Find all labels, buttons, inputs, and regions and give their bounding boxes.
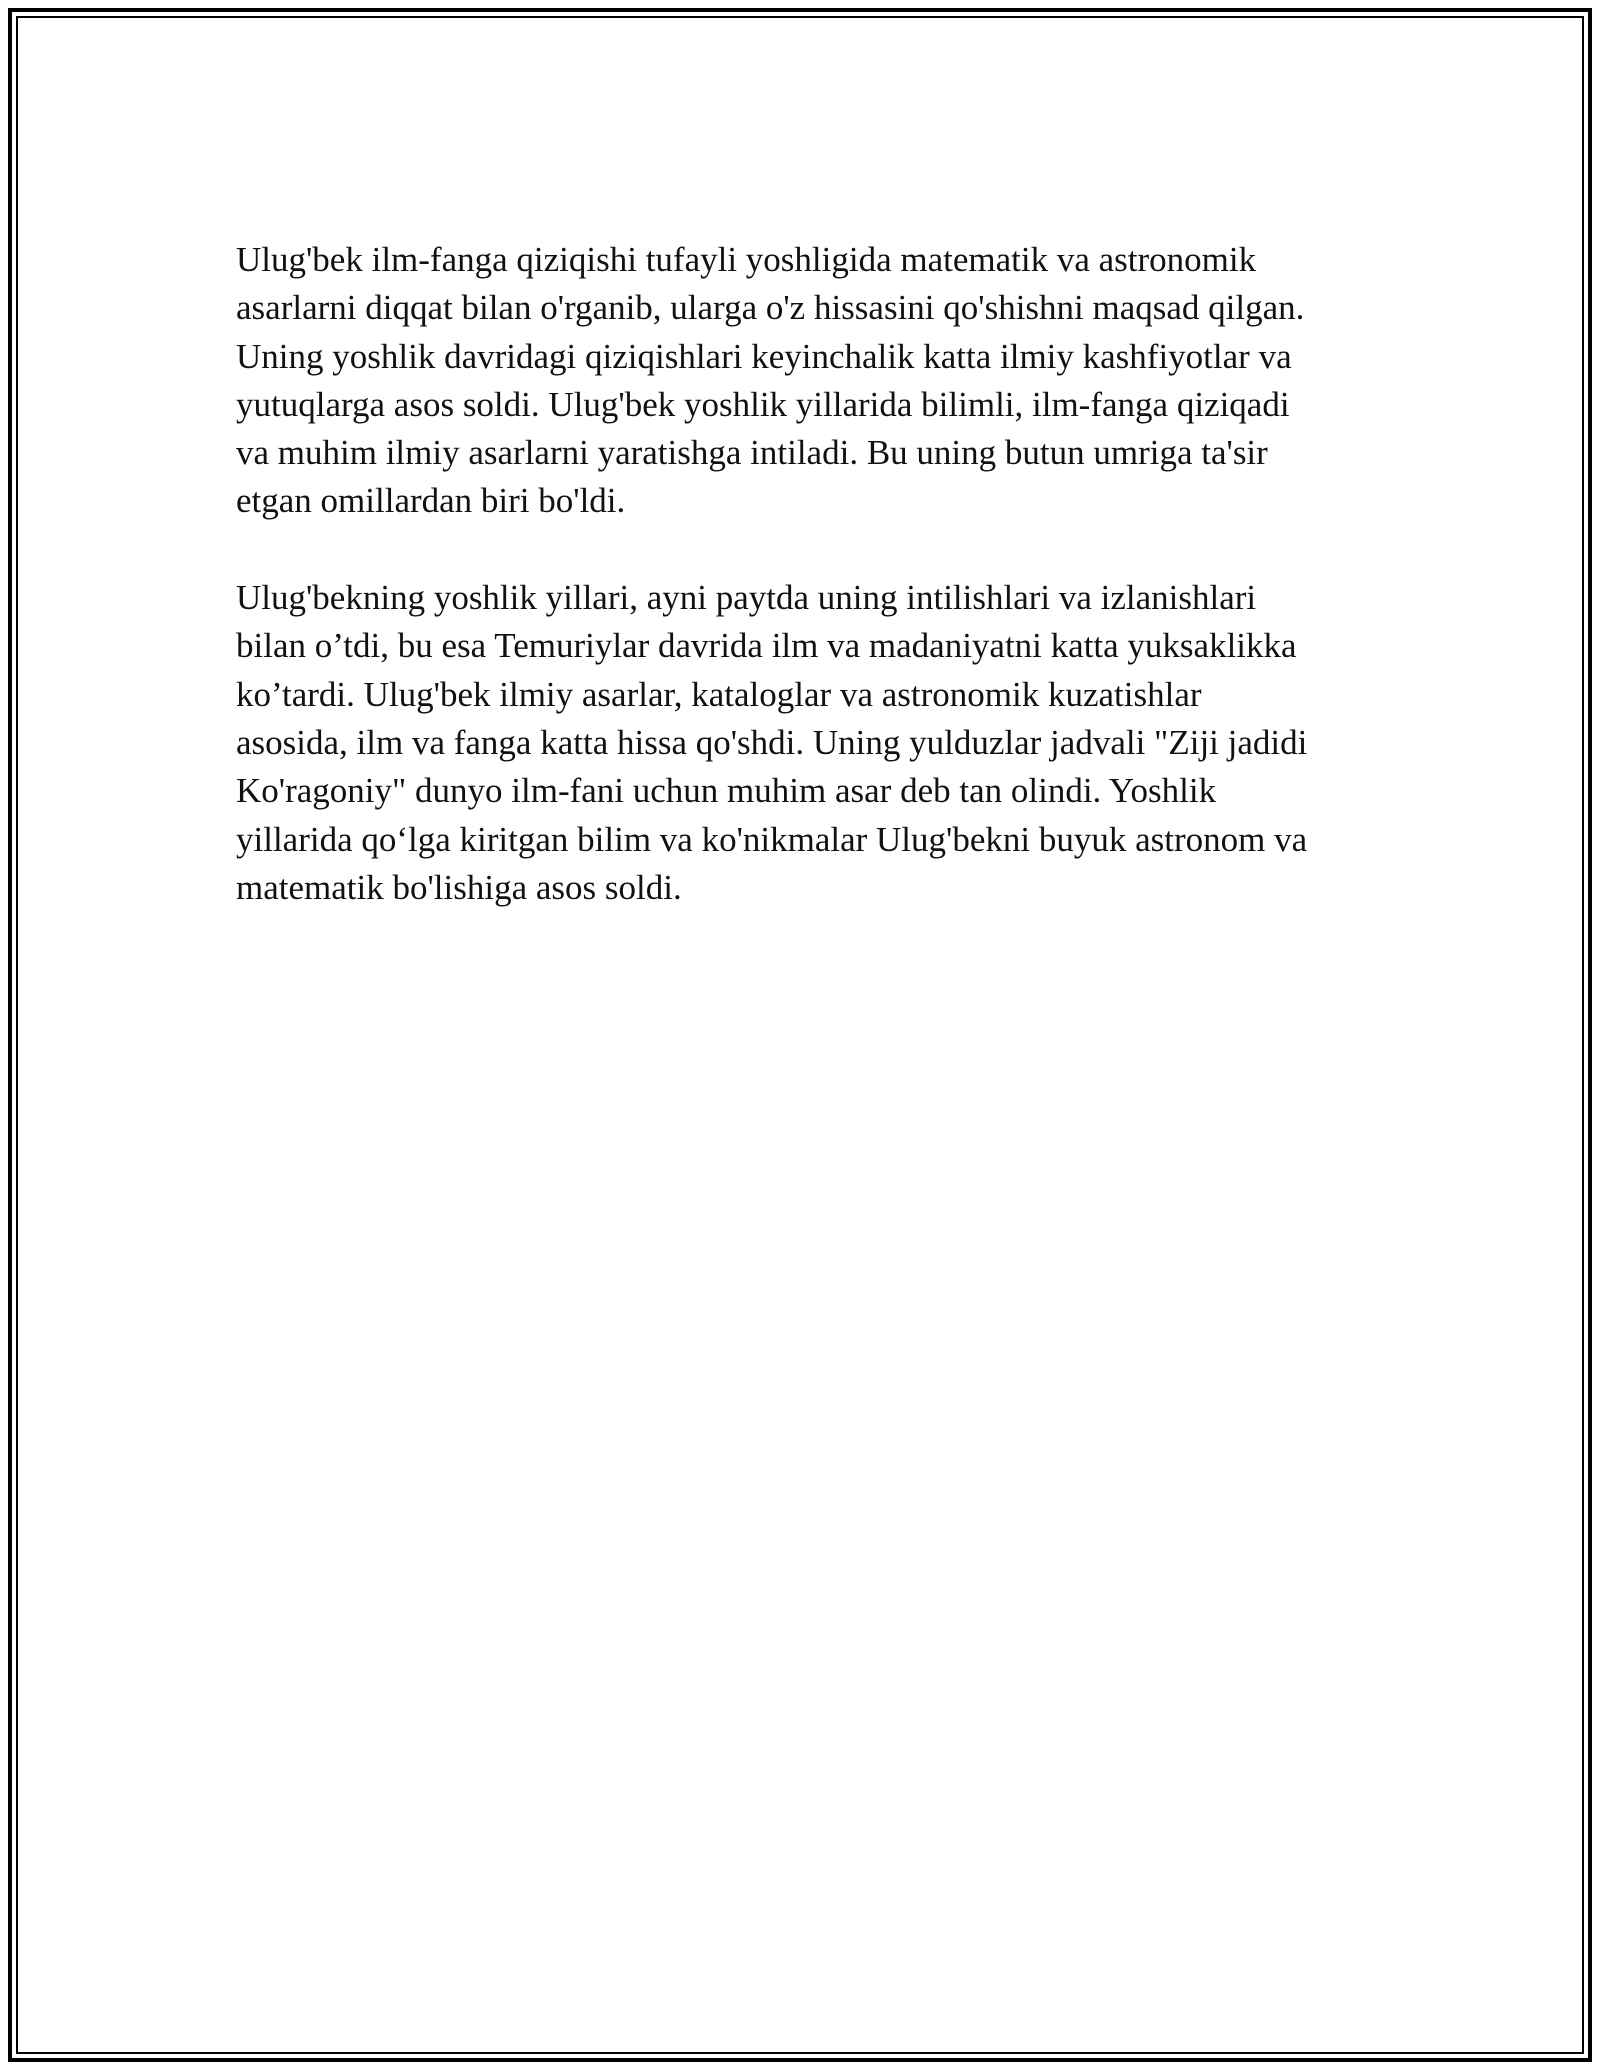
document-body — [236, 236, 1366, 912]
paragraph-line: Ulug'bekning yoshlik yillari, ayni paytda uning intilishlari va izlanishlari — [236, 578, 1257, 618]
paragraph-line: Uning yoshlik davridagi qiziqishlari keyinchalik katta ilmiy kashfiyotlar va — [236, 336, 1292, 376]
paragraph-line: matematik bo'lishiga asos soldi. — [236, 867, 682, 907]
paragraph-2 — [236, 574, 1366, 912]
paragraph-line: asosida, ilm va fanga katta hissa qo'shdi. Uning yulduzlar jadvali "Ziji jadidi — [236, 722, 1308, 762]
paragraph-line: yillarida qo‘lga kiritgan bilim va ko'nikmalar Ulug'bekni buyuk astronom va — [236, 819, 1308, 859]
paragraph-line: asarlarni diqqat bilan o'rganib, ularga o'z hissasini qo'shishni maqsad qilgan. — [236, 288, 1305, 328]
paragraph-line: Ko'ragoniy" dunyo ilm-fani uchun muhim asar deb tan olindi. Yoshlik — [236, 771, 1217, 811]
paragraph-line: Ulug'bek ilm-fanga qiziqishi tufayli yoshligida matematik va astronomik — [236, 240, 1257, 279]
paragraph-line: etgan omillardan biri bo'ldi. — [236, 481, 626, 521]
paragraph-line: ko’tardi. Ulug'bek ilmiy asarlar, kataloglar va astronomik kuzatishlar — [236, 674, 1202, 714]
paragraph-line: bilan o’tdi, bu esa Temuriylar davrida ilm va madaniyatni katta yuksaklikka — [236, 626, 1297, 666]
paragraph-line: va muhim ilmiy asarlarni yaratishga intiladi. Bu uning butun umriga ta'sir — [236, 433, 1268, 473]
paragraph-1 — [236, 236, 1366, 526]
paragraph-line: yutuqlarga asos soldi. Ulug'bek yoshlik yillarida bilimli, ilm-fanga qiziqadi — [236, 384, 1290, 424]
